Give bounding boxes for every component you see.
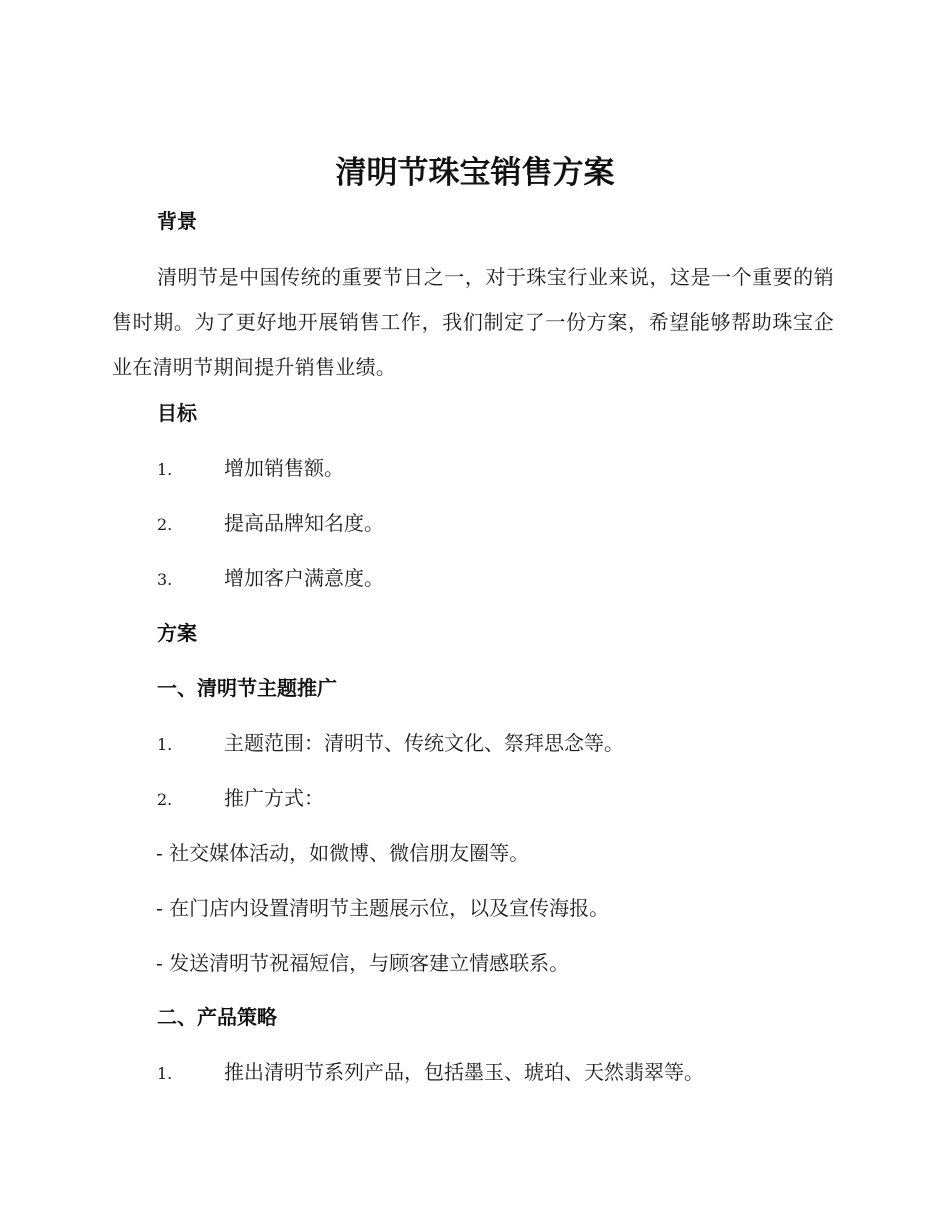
heading-product-strategy: 二、产品策略 bbox=[157, 1005, 277, 1029]
list-number: 1. bbox=[157, 735, 173, 754]
product-item bbox=[157, 1057, 704, 1089]
heading-background: 背景 bbox=[157, 209, 197, 233]
heading-theme-promotion: 一、清明节主题推广 bbox=[157, 676, 337, 700]
list-text: 增加客户满意度。 bbox=[224, 566, 384, 590]
goal-item bbox=[157, 508, 384, 540]
document-title: 清明节珠宝销售方案 bbox=[335, 155, 615, 191]
heading-goals: 目标 bbox=[157, 401, 197, 425]
list-text: 提高品牌知名度。 bbox=[224, 511, 384, 535]
list-number: 1. bbox=[157, 460, 173, 479]
list-text: 推广方式： bbox=[224, 786, 324, 810]
goal-item bbox=[157, 563, 384, 595]
plan-item bbox=[157, 783, 324, 815]
list-number: 3. bbox=[157, 570, 173, 589]
goal-item bbox=[157, 453, 344, 485]
plan-item bbox=[157, 728, 624, 760]
promotion-method-line: - 社交媒体活动，如微博、微信朋友圈等。 bbox=[156, 841, 530, 865]
promotion-method-line: - 在门店内设置清明节主题展示位，以及宣传海报。 bbox=[156, 896, 610, 920]
list-text: 推出清明节系列产品，包括墨玉、琥珀、天然翡翠等。 bbox=[224, 1060, 704, 1084]
background-paragraph: 清明节是中国传统的重要节日之一，对于珠宝行业来说，这是一个重要的销售时期。为了更好地开展销售工作，我们制定了一份方案，希望能够帮助珠宝企业在清明节期间提升销售业绩。 bbox=[112, 265, 834, 379]
list-text: 增加销售额。 bbox=[224, 456, 344, 480]
list-number: 1. bbox=[157, 1064, 173, 1083]
promotion-method-line: - 发送清明节祝福短信，与顾客建立情感联系。 bbox=[156, 951, 570, 975]
list-number: 2. bbox=[157, 790, 173, 809]
heading-plan: 方案 bbox=[157, 621, 197, 645]
list-number: 2. bbox=[157, 515, 173, 534]
list-text: 主题范围：清明节、传统文化、祭拜思念等。 bbox=[224, 731, 624, 755]
